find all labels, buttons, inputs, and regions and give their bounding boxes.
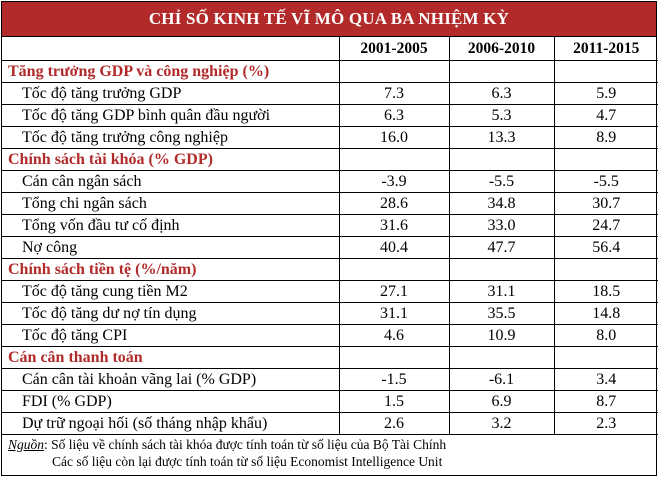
value-cell: 18.5 — [554, 281, 658, 303]
indicator-label: Tốc độ tăng GDP bình quân đầu người — [2, 105, 339, 127]
value-cell: 3.4 — [554, 369, 658, 391]
value-cell: 31.1 — [449, 281, 554, 303]
indicator-label: Tốc độ tăng cung tiền M2 — [2, 281, 339, 303]
indicators-table — [2, 37, 658, 435]
table-row — [2, 391, 658, 413]
source-line-2: Các số liệu còn lại được tính toán từ số liệu Economist Intelligence Unit — [52, 454, 443, 469]
section-row — [2, 347, 658, 369]
value-cell: 10.9 — [449, 325, 554, 347]
section-row — [2, 149, 658, 171]
section-empty-cell — [554, 149, 658, 171]
table-row — [2, 83, 658, 105]
header-period: 2001-2005 — [339, 37, 449, 61]
section-title: Chính sách tiền tệ (%/năm) — [2, 259, 339, 281]
value-cell: 31.6 — [339, 215, 449, 237]
section-empty-cell — [339, 61, 449, 83]
value-cell: -3.9 — [339, 171, 449, 193]
value-cell: 56.4 — [554, 237, 658, 259]
value-cell: 5.9 — [554, 83, 658, 105]
table-row — [2, 413, 658, 435]
section-title: Cán cân thanh toán — [2, 347, 339, 369]
value-cell: 6.9 — [449, 391, 554, 413]
value-cell: 1.5 — [339, 391, 449, 413]
section-empty-cell — [449, 259, 554, 281]
section-empty-cell — [449, 347, 554, 369]
value-cell: 33.0 — [449, 215, 554, 237]
section-row — [2, 259, 658, 281]
value-cell: 14.8 — [554, 303, 658, 325]
table-row — [2, 215, 658, 237]
section-empty-cell — [554, 61, 658, 83]
header-row — [2, 37, 658, 61]
value-cell: -6.1 — [449, 369, 554, 391]
section-empty-cell — [339, 259, 449, 281]
table-row — [2, 281, 658, 303]
value-cell: 40.4 — [339, 237, 449, 259]
section-empty-cell — [554, 259, 658, 281]
table-row — [2, 105, 658, 127]
section-empty-cell — [449, 61, 554, 83]
indicator-label: FDI (% GDP) — [2, 391, 339, 413]
value-cell: 35.5 — [449, 303, 554, 325]
indicator-label: Cán cân ngân sách — [2, 171, 339, 193]
table-row — [2, 303, 658, 325]
header-period: 2011-2015 — [554, 37, 658, 61]
indicator-label: Tổng vốn đầu tư cố định — [2, 215, 339, 237]
table-row — [2, 369, 658, 391]
value-cell: -5.5 — [554, 171, 658, 193]
header-period: 2006-2010 — [449, 37, 554, 61]
value-cell: 47.7 — [449, 237, 554, 259]
source-note — [2, 435, 656, 470]
value-cell: 5.3 — [449, 105, 554, 127]
value-cell: 30.7 — [554, 193, 658, 215]
indicator-label: Tốc độ tăng dư nợ tín dụng — [2, 303, 339, 325]
value-cell: 7.3 — [339, 83, 449, 105]
table-row — [2, 325, 658, 347]
section-title: Tăng trưởng GDP và công nghiệp (%) — [2, 61, 339, 83]
section-empty-cell — [449, 149, 554, 171]
table-row — [2, 127, 658, 149]
macro-indicators-table-frame — [1, 1, 657, 476]
indicator-label: Nợ công — [2, 237, 339, 259]
section-row — [2, 61, 658, 83]
value-cell: 3.2 — [449, 413, 554, 435]
section-empty-cell — [554, 347, 658, 369]
value-cell: -1.5 — [339, 369, 449, 391]
value-cell: 2.6 — [339, 413, 449, 435]
value-cell: 6.3 — [449, 83, 554, 105]
section-title: Chính sách tài khóa (% GDP) — [2, 149, 339, 171]
value-cell: 34.8 — [449, 193, 554, 215]
value-cell: 8.9 — [554, 127, 658, 149]
indicator-label: Cán cân tài khoản vãng lai (% GDP) — [2, 369, 339, 391]
indicator-label: Tốc độ tăng trưởng GDP — [2, 83, 339, 105]
table-title: CHỈ SỐ KINH TẾ VĨ MÔ QUA BA NHIỆM KỲ — [2, 2, 656, 37]
value-cell: 24.7 — [554, 215, 658, 237]
value-cell: 28.6 — [339, 193, 449, 215]
value-cell: 27.1 — [339, 281, 449, 303]
value-cell: 31.1 — [339, 303, 449, 325]
value-cell: 8.0 — [554, 325, 658, 347]
value-cell: 2.3 — [554, 413, 658, 435]
value-cell: -5.5 — [449, 171, 554, 193]
value-cell: 13.3 — [449, 127, 554, 149]
indicator-label: Dự trữ ngoại hối (số tháng nhập khẩu) — [2, 413, 339, 435]
header-blank-cell — [2, 37, 339, 61]
value-cell: 6.3 — [339, 105, 449, 127]
table-row — [2, 237, 658, 259]
table-row — [2, 193, 658, 215]
indicator-label: Tốc độ tăng trưởng công nghiệp — [2, 127, 339, 149]
indicator-label: Tốc độ tăng CPI — [2, 325, 339, 347]
source-line-1: : Số liệu về chính sách tài khóa được tính toán từ số liệu của Bộ Tài Chính — [44, 437, 447, 452]
section-empty-cell — [339, 149, 449, 171]
indicator-label: Tổng chi ngân sách — [2, 193, 339, 215]
value-cell: 8.7 — [554, 391, 658, 413]
value-cell: 4.7 — [554, 105, 658, 127]
table-row — [2, 171, 658, 193]
value-cell: 16.0 — [339, 127, 449, 149]
section-empty-cell — [339, 347, 449, 369]
value-cell: 4.6 — [339, 325, 449, 347]
source-label: Nguồn — [8, 437, 45, 452]
